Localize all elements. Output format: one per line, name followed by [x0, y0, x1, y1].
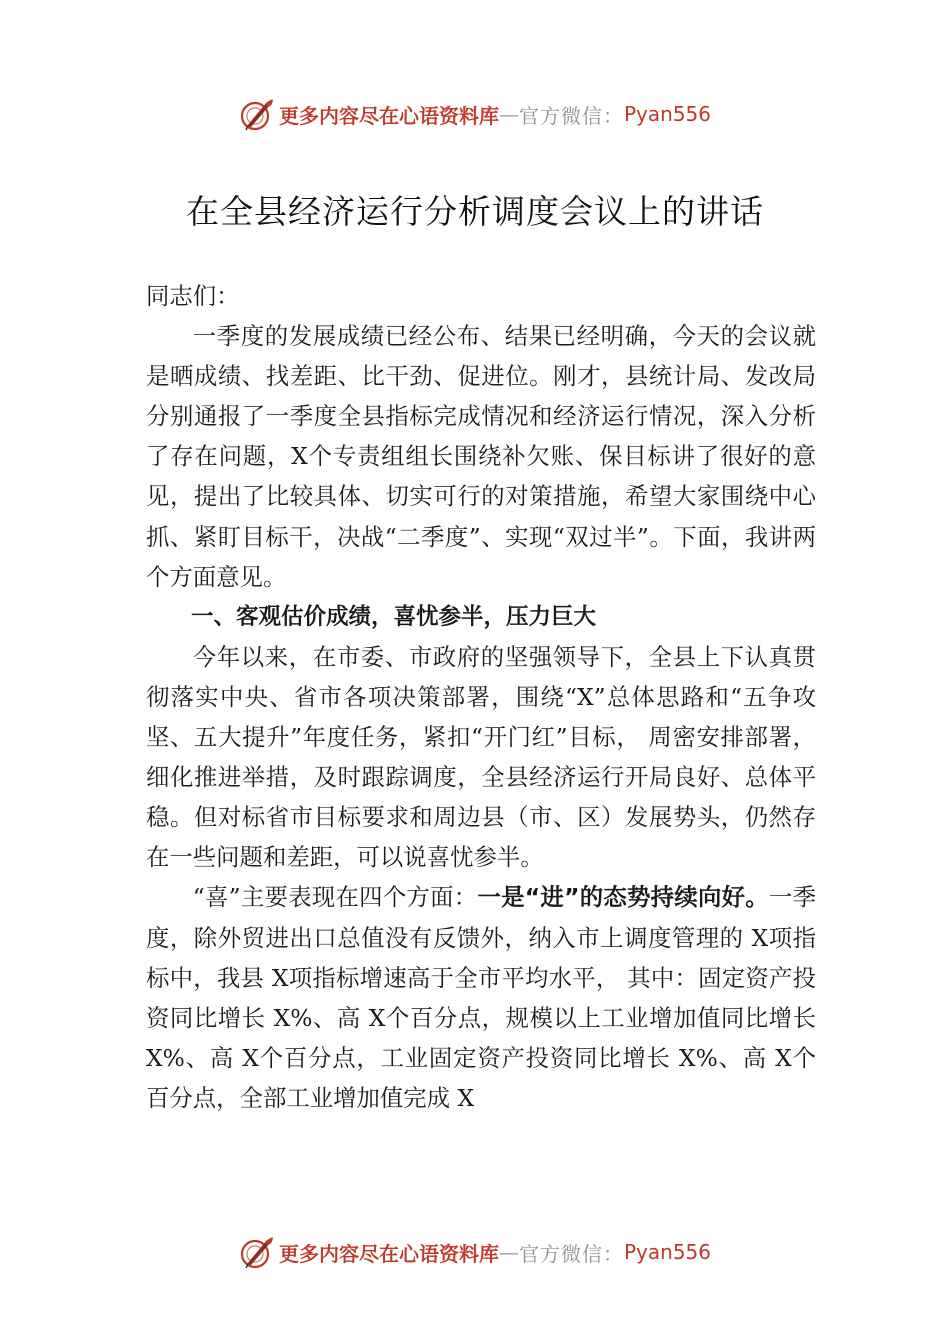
paragraph-achievements: 今年以来，在市委、市政府的坚强领导下，全县上下认真贯彻落实中央、省市各项决策部署，围绕“X”总体思路和“五争攻坚、五大提升”年度任务，紧扣“开门红”目标， 周密安排部署，细化推进举措，及时跟踪调度，全县经济运行开局良好、总体平稳。但对标省市目标要求和周边县（市、区）发展势头，仍然存在一些问题和差距，可以说喜忧参半。 — [146, 642, 816, 872]
site-name-text: 更多内容尽在心语资料库 — [278, 103, 499, 128]
highlights-detail: 一季度，除外贸进出口总值没有反馈外，纳入市上调度管理的 X项指标中，我县 X项指标增速高于全市平均水平， 其中：固定资产投资同比增长 X%、高 X个百分点，规模以上工业增加值同比增长 X%、高 X个百分点，工业固定资产投资同比增长 X%、高 X个百分点，全部工业增加值完成 X — [146, 883, 817, 1112]
wechat-id: Pyan556 — [623, 102, 711, 126]
section-heading-1: 一、客观估价成绩，喜忧参半，压力巨大 — [191, 603, 597, 630]
banner-dash: — — [498, 102, 519, 126]
highlights-lead: “喜”主要表现在四个方面： — [192, 883, 478, 912]
site-name-text: 更多内容尽在心语资料库 — [278, 1241, 499, 1266]
quill-pen-logo-icon — [239, 96, 275, 132]
wechat-id: Pyan556 — [623, 1240, 711, 1264]
document-body — [146, 276, 816, 1118]
paragraph-intro: 一季度的发展成绩已经公布、结果已经明确，今天的会议就是晒成绩、找差距、比干劲、促进位。刚才，县统计局、发改局分别通报了一季度全县指标完成情况和经济运行情况，深入分析了存在问题，X个专责组组长围绕补欠账、保目标讲了很好的意见，提出了比较具体、切实可行的对策措施，希望大家围绕中心抓、紧盯目标干，决战“二季度”、实现“双过半”。下面，我讲两个方面意见。 — [146, 322, 816, 591]
header-watermark-banner — [0, 92, 950, 136]
highlights-point-one: 一是“进”的态势持续向好。 — [477, 883, 769, 912]
banner-dash: — — [498, 1240, 519, 1264]
paragraph-highlights — [146, 877, 816, 1118]
quill-pen-logo-icon — [239, 1234, 275, 1270]
footer-watermark-banner — [0, 1230, 950, 1274]
wechat-label: 官方微信： — [518, 103, 624, 128]
wechat-label: 官方微信： — [518, 1241, 624, 1266]
salutation: 同志们： — [146, 282, 240, 310]
document-title: 在全县经济运行分析调度会议上的讲话 — [186, 192, 764, 231]
